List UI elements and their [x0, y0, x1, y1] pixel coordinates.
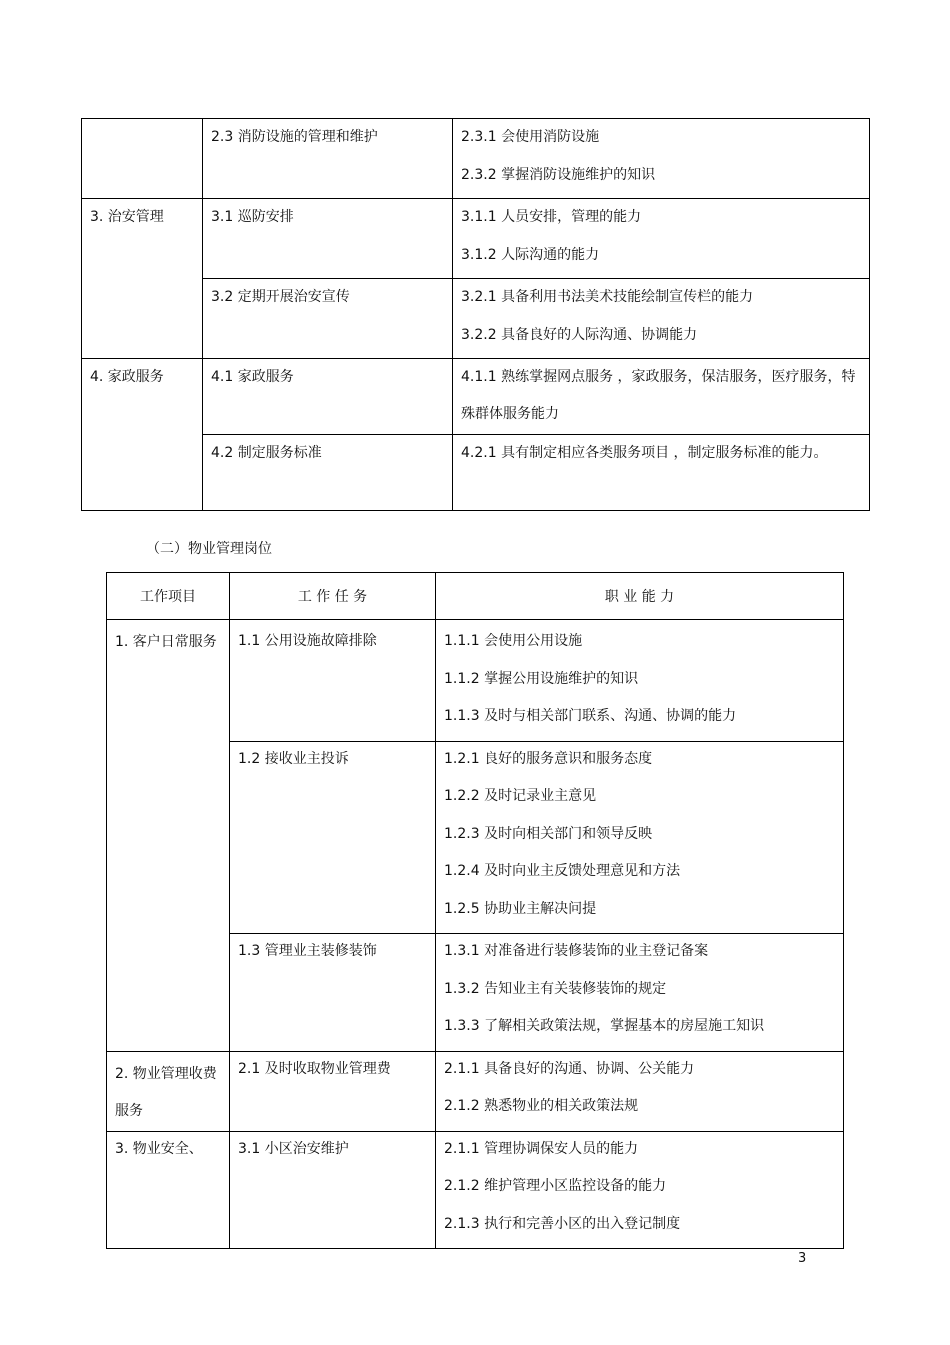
ability-line: 3.2.1 具备利用书法美术技能绘制宣传栏的能力: [461, 289, 754, 305]
ability-line: 1.2.3 及时向相关部门和领导反映: [444, 825, 653, 842]
ability-cell: [453, 199, 870, 279]
ability-cell: [453, 279, 870, 359]
ability-line: 1.3.2 告知业主有关装修装饰的规定: [444, 980, 667, 997]
task-cell: 1.2 接收业主投诉: [230, 741, 436, 934]
header-work-task: 工 作 任 务: [230, 573, 436, 620]
ability-cell: [436, 1051, 844, 1131]
table-header-row: [107, 573, 844, 620]
ability-line: 2.3.1 会使用消防设施: [461, 129, 600, 145]
ability-cell: [436, 934, 844, 1052]
ability-line: 2.1.2 维护管理小区监控设备的能力: [444, 1178, 667, 1194]
ability-line: 3.1.1 人员安排，管理的能力: [461, 209, 642, 225]
header-work-item: 工作项目: [107, 573, 230, 620]
ability-line: 2.1.2 熟悉物业的相关政策法规: [444, 1098, 639, 1114]
ability-cell: [436, 741, 844, 934]
task-cell: 4.1 家政服务: [203, 359, 453, 435]
ability-line: 1.2.4 及时向业主反馈处理意见和方法: [444, 863, 681, 879]
table-row: [107, 1051, 844, 1131]
competency-table-continued: [81, 118, 870, 511]
section-title: （二）物业管理岗位: [146, 541, 272, 557]
ability-cell: [453, 119, 870, 199]
ability-line: 1.1.2 掌握公用设施维护的知识: [444, 670, 639, 687]
work-item-cell: 2. 物业管理收费服务: [107, 1051, 230, 1131]
ability-line: 1.3.1 对准备进行装修装饰的业主登记备案: [444, 943, 709, 959]
task-cell: 2.3 消防设施的管理和维护: [203, 119, 453, 199]
task-cell: 3.1 巡防安排: [203, 199, 453, 279]
ability-line: 1.2.1 良好的服务意识和服务态度: [444, 750, 653, 767]
ability-line: 4.2.1 具有制定相应各类服务项目 ，制定服务标准的能力。: [461, 445, 828, 461]
task-cell: 3.1 小区治安维护: [230, 1131, 436, 1249]
ability-cell: [453, 359, 870, 435]
work-item-cell: 4. 家政服务: [82, 359, 203, 511]
task-cell: 2.1 及时收取物业管理费: [230, 1051, 436, 1131]
table-row: [107, 620, 844, 742]
ability-line: 2.1.3 执行和完善小区的出入登记制度: [444, 1215, 681, 1232]
ability-line: 4.1.1 熟练掌握网点服务 ，家政服务，保洁服务，医疗服务，特殊群体服务能力: [461, 369, 856, 422]
work-item-cell: 3. 物业安全、: [107, 1131, 230, 1249]
ability-line: 1.1.1 会使用公用设施: [444, 633, 583, 649]
table-row: [107, 1131, 844, 1249]
work-item-cell: 3. 治安管理: [82, 199, 203, 359]
table-row: [82, 119, 870, 199]
task-cell: 1.1 公用设施故障排除: [230, 620, 436, 742]
work-item-cell: [82, 119, 203, 199]
ability-line: 1.3.3 了解相关政策法规，掌握基本的房屋施工知识: [444, 1018, 765, 1034]
work-item-cell: 1. 客户日常服务: [107, 620, 230, 1052]
ability-line: 2.1.1 具备良好的沟通、协调、公关能力: [444, 1060, 695, 1077]
ability-line: 3.1.2 人际沟通的能力: [461, 246, 600, 263]
task-cell: 4.2 制定服务标准: [203, 435, 453, 511]
ability-line: 2.1.1 管理协调保安人员的能力: [444, 1140, 639, 1157]
table-row: [82, 359, 870, 435]
header-ability: 职 业 能 力: [436, 573, 844, 620]
task-cell: 1.3 管理业主装修装饰: [230, 934, 436, 1052]
ability-cell: [436, 1131, 844, 1249]
task-cell: 3.2 定期开展治安宣传: [203, 279, 453, 359]
ability-line: 1.2.5 协助业主解决问提: [444, 900, 597, 917]
page-number: 3: [798, 1251, 807, 1266]
ability-line: 1.2.2 及时记录业主意见: [444, 788, 597, 804]
ability-line: 2.3.2 掌握消防设施维护的知识: [461, 166, 656, 183]
ability-line: 3.2.2 具备良好的人际沟通、协调能力: [461, 326, 698, 343]
ability-line: 1.1.3 及时与相关部门联系、沟通、协调的能力: [444, 708, 737, 724]
property-management-table: [106, 572, 844, 1249]
table-row: [82, 199, 870, 279]
ability-cell: [453, 435, 870, 511]
ability-cell: [436, 620, 844, 742]
